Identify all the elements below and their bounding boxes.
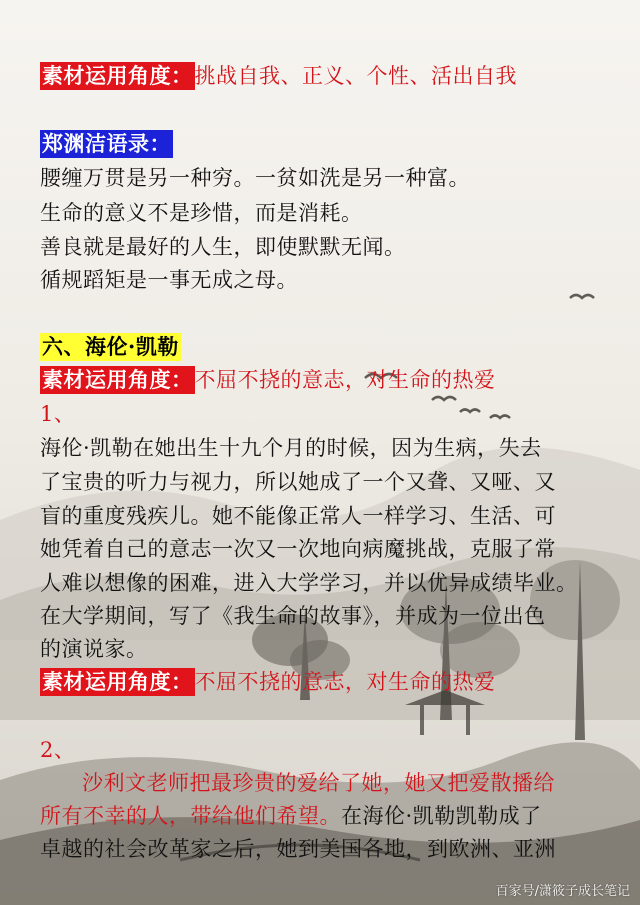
paragraph-line: 的演说家。 bbox=[40, 637, 148, 661]
usage-line-1 bbox=[40, 60, 517, 92]
quote-line: 生命的意义不是珍惜，而是消耗。 bbox=[40, 201, 363, 225]
highlight-text: 所有不幸的人，带给他们希望。 bbox=[40, 804, 341, 828]
watermark: 百家号/潇筱子成长笔记 bbox=[495, 884, 630, 899]
usage-text: 不屈不挠的意志，对生命的热爱 bbox=[194, 368, 496, 392]
paragraph-line: 她凭着自己的意志一次又一次地向病魔挑战，克服了常 bbox=[40, 537, 556, 561]
plain-text: 在海伦·凯勒凯勒成了 bbox=[341, 804, 542, 828]
usage-label-tag: 素材运用角度： bbox=[42, 669, 193, 694]
quotes-title-line bbox=[40, 128, 173, 160]
paragraph-line bbox=[40, 800, 542, 832]
paragraph-line: 了宝贵的听力与视力，所以她成了一个又聋、又哑、又 bbox=[40, 470, 556, 494]
quotes-title-tag: 郑渊洁语录： bbox=[42, 131, 171, 156]
usage-line-2 bbox=[40, 364, 496, 396]
item-number-1: 1、 bbox=[40, 402, 76, 426]
usage-text: 挑战自我、正义、个性、活出自我 bbox=[194, 64, 517, 88]
usage-text: 不屈不挠的意志，对生命的热爱 bbox=[194, 670, 496, 694]
paragraph-line: 在大学期间，写了《我生命的故事》，并成为一位出色 bbox=[40, 604, 546, 628]
quote-line: 善良就是最好的人生，即使默默无闻。 bbox=[40, 235, 406, 259]
section-heading-line bbox=[40, 331, 181, 363]
paragraph-line: 沙利文老师把最珍贵的爱给了她，她又把爱散播给 bbox=[82, 771, 555, 795]
usage-label-tag: 素材运用角度： bbox=[42, 367, 193, 392]
usage-label-tag: 素材运用角度： bbox=[42, 63, 193, 88]
item-number-2: 2、 bbox=[40, 738, 76, 762]
paragraph-line: 盲的重度残疾儿。她不能像正常人一样学习、生活、可 bbox=[40, 504, 556, 528]
paragraph-line: 卓越的社会改革家之后，她到美国各地，到欧洲、亚洲 bbox=[40, 837, 556, 861]
paragraph-line: 人难以想像的困难，进入大学学习，并以优异成绩毕业。 bbox=[40, 571, 578, 595]
usage-line-3 bbox=[40, 666, 496, 698]
quote-line: 循规蹈矩是一事无成之母。 bbox=[40, 268, 298, 292]
paragraph-line: 海伦·凯勒在她出生十九个月的时候，因为生病，失去 bbox=[40, 436, 542, 460]
section-heading-tag: 六、海伦·凯勒 bbox=[42, 334, 179, 359]
quote-line: 腰缠万贯是另一种穷。一贫如洗是另一种富。 bbox=[40, 166, 470, 190]
